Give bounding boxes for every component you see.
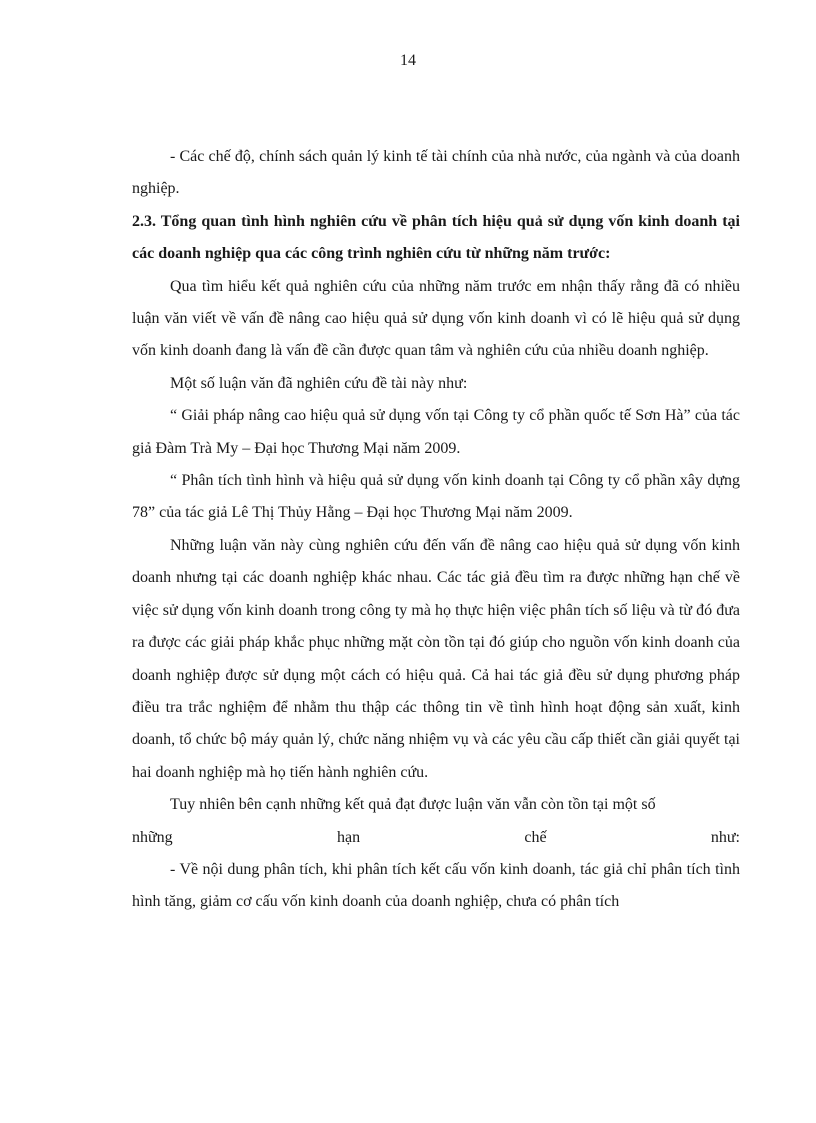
section-heading: 2.3. Tổng quan tình hình nghiên cứu về phân tích hiệu quả sử dụng vốn kinh doanh tại các doanh nghiệp qua các công trình nghiên cứu từ những năm trước: (132, 212, 740, 263)
paragraph-theses-intro: Một số luận văn đã nghiên cứu đề tài này như: (170, 374, 468, 392)
paragraph-limitations-line (132, 822, 740, 854)
page-number: 14 (400, 52, 416, 69)
paragraph-overview: Qua tìm hiểu kết quả nghiên cứu của những năm trước em nhận thấy rằng đã có nhiều luận văn viết về vấn đề nâng cao hiệu quả sử dụng vốn kinh doanh vì có lẽ hiệu quả sử dụng vốn kinh doanh đang là vấn đề cần được quan tâm và nghiên cứu của nhiều doanh nghiệp. (132, 277, 740, 360)
word-nhung: những (132, 828, 173, 846)
word-nhu: như: (710, 828, 740, 846)
document-body (132, 141, 740, 919)
paragraph-thesis-2: “ Phân tích tình hình và hiệu quả sử dụng vốn kinh doanh tại Công ty cổ phần xây dựng 78” của tác giả Lê Thị Thủy Hằng – Đại học Thương Mại năm 2009. (132, 472, 740, 522)
paragraph-limitations-intro: Tuy nhiên bên cạnh những kết quả đạt được luận văn vẫn còn tồn tại một số (170, 796, 656, 814)
paragraph-thesis-1: “ Giải pháp nâng cao hiệu quả sử dụng vốn tại Công ty cổ phần quốc tế Sơn Hà” của tác giả Đàm Trà My – Đại học Thương Mại năm 2009. (132, 407, 740, 457)
paragraph-analysis: Những luận văn này cùng nghiên cứu đến vấn đề nâng cao hiệu quả sử dụng vốn kinh doanh nhưng tại các doanh nghiệp khác nhau. Các tác giả đều tìm ra được những hạn chế về việc sử dụng vốn kinh doanh trong công ty mà họ thực hiện việc phân tích số liệu và từ đó đưa ra được các giải pháp khắc phục những mặt còn tồn tại đó giúp cho nguồn vốn kinh doanh của doanh nghiệp được sử dụng một cách có hiệu quả. Cả hai tác giả đều sử dụng phương pháp điều tra trắc nghiệm để nhằm thu thập các thông tin về tình hình hoạt động sản xuất, kinh doanh, tổ chức bộ máy quản lý, chức năng nhiệm vụ và các yêu cầu cấp thiết cần giải quyết tại hai doanh nghiệp mà họ tiến hành nghiên cứu. (132, 536, 740, 781)
paragraph-content-analysis: - Về nội dung phân tích, khi phân tích kết cấu vốn kinh doanh, tác giả chỉ phân tích tình hình tăng, giảm cơ cấu vốn kinh doanh của doanh nghiệp, chưa có phân tích (132, 860, 740, 911)
word-han: hạn (336, 828, 361, 846)
paragraph-regulations: - Các chế độ, chính sách quản lý kinh tế tài chính của nhà nước, của ngành và của doanh nghiệp. (132, 148, 740, 198)
word-che: chế (524, 828, 547, 846)
